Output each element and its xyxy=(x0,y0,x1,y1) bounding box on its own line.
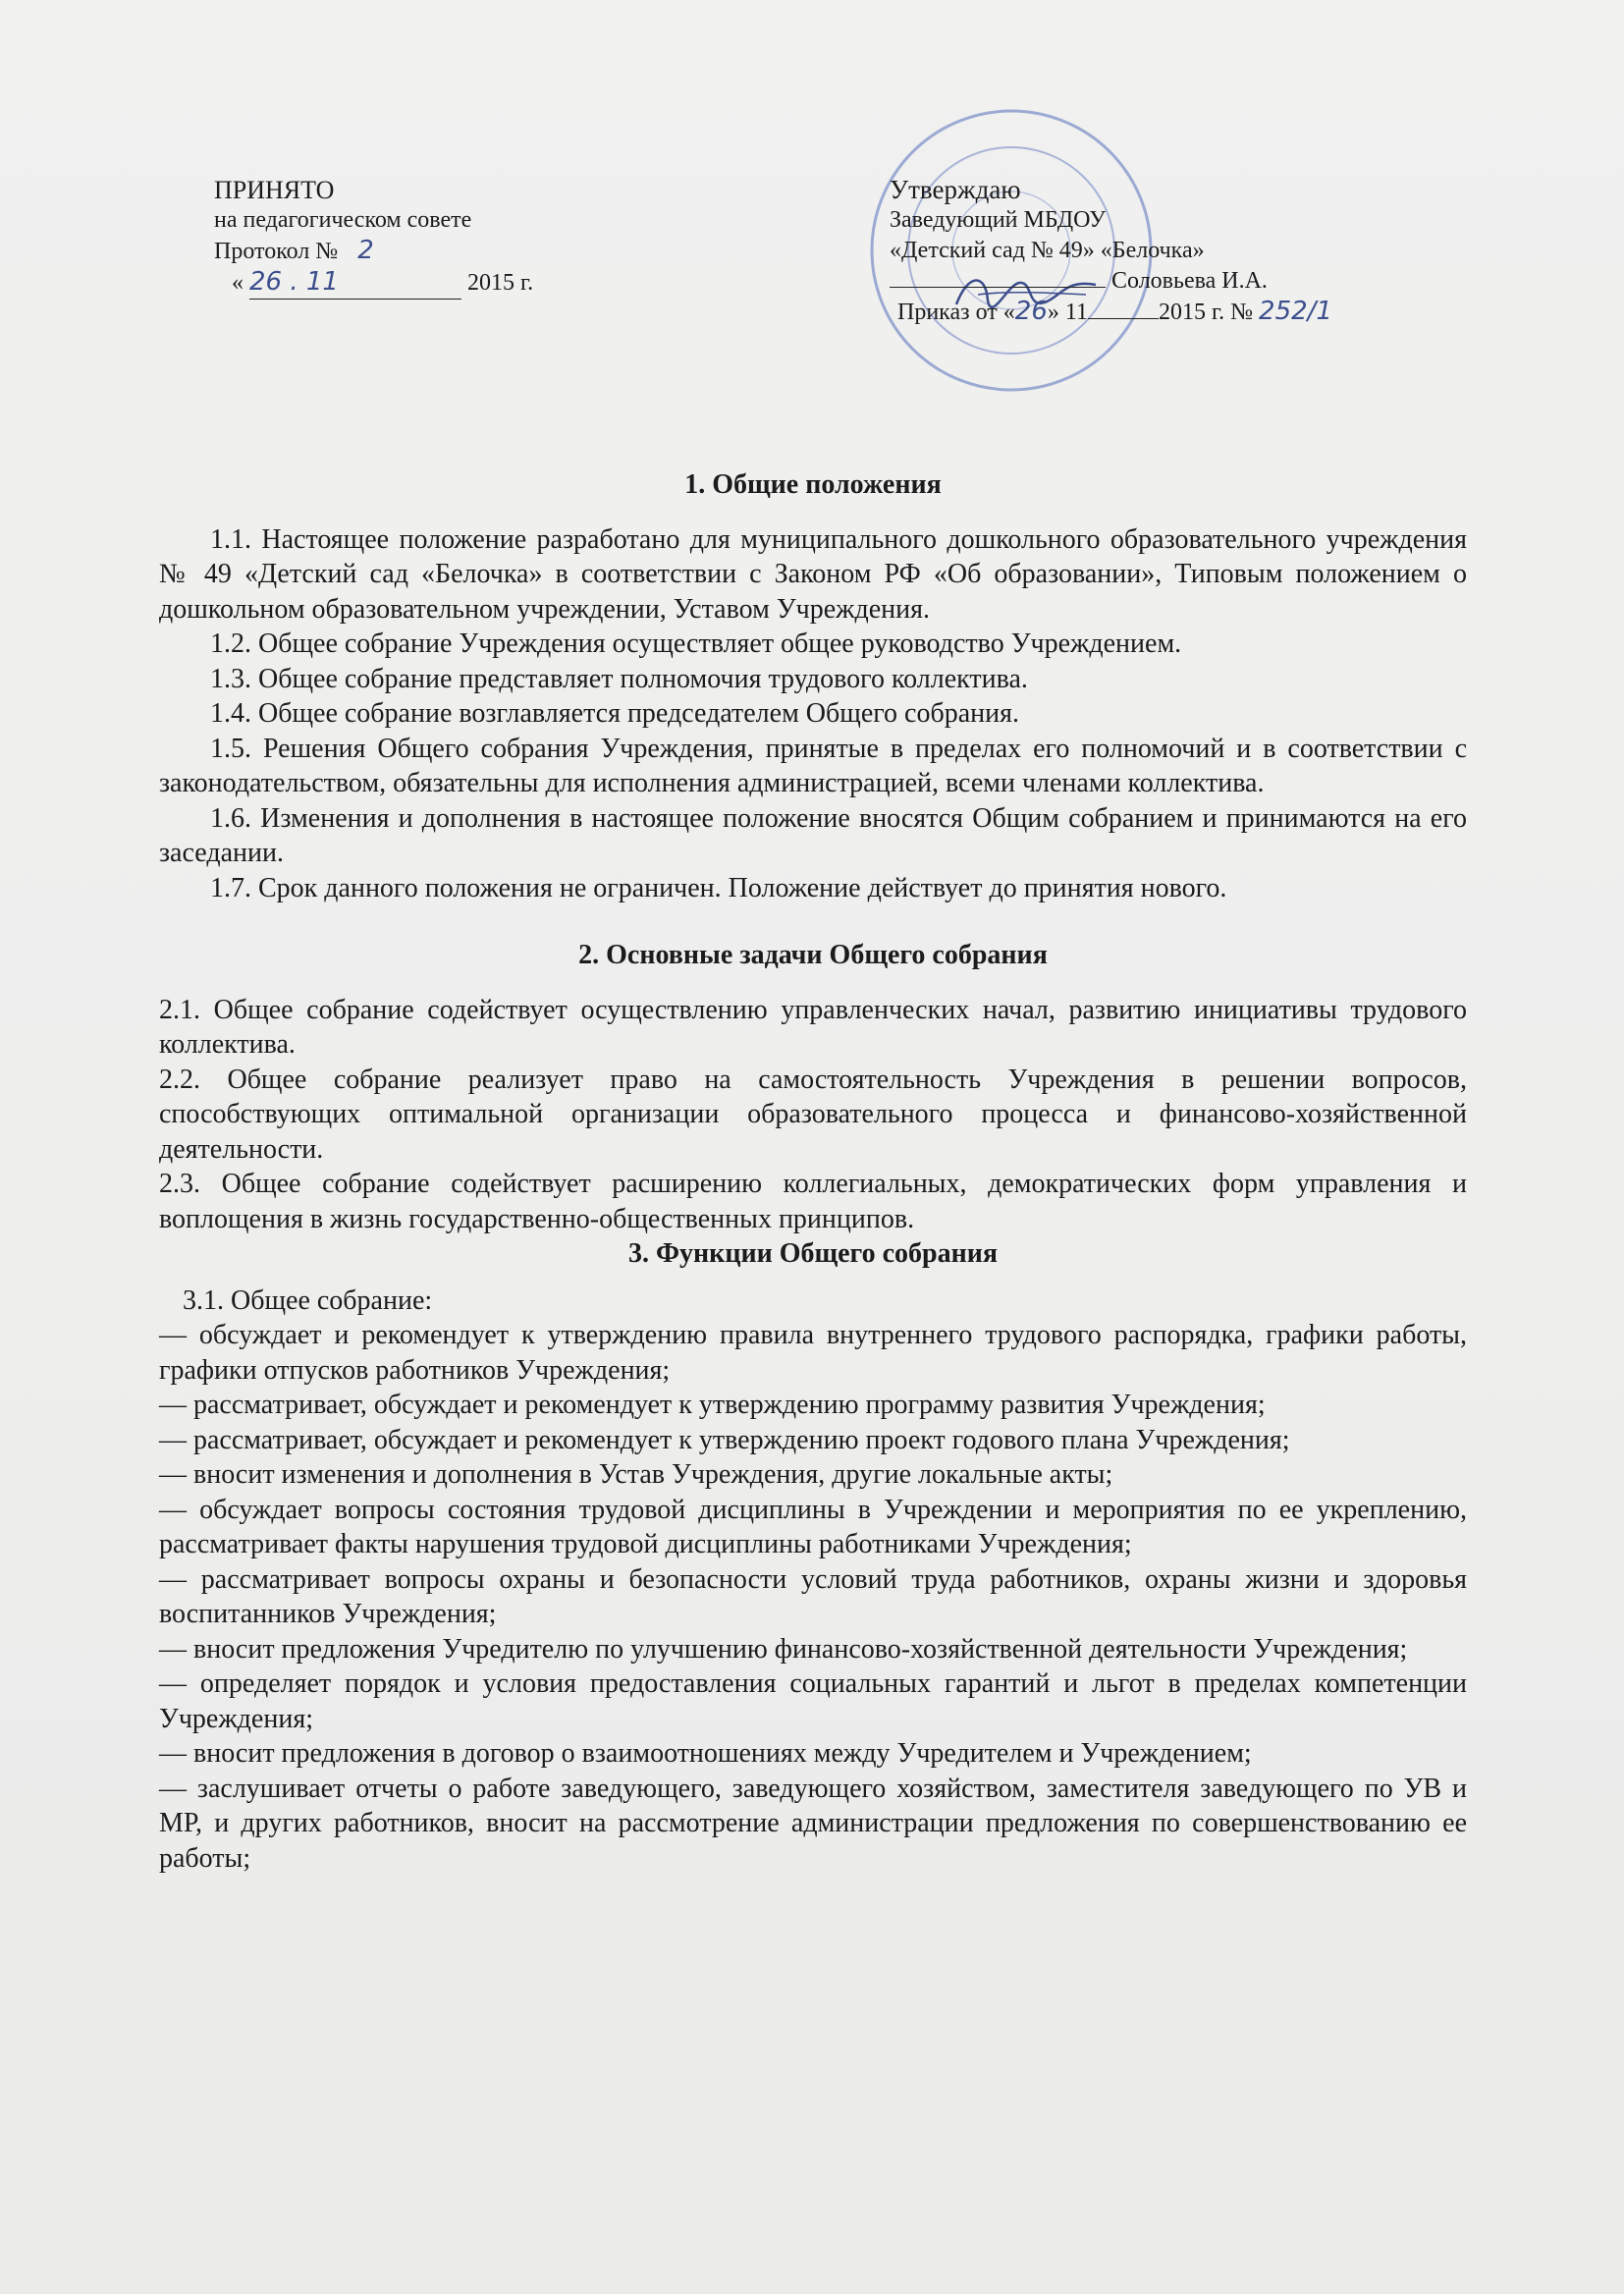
section3-item: — рассматривает, обсуждает и рекомендует к утверждению проект годового плана Учреждения; xyxy=(159,1424,1290,1455)
signer-line xyxy=(890,266,1341,297)
section3-intro: 3.1. Общее собрание: xyxy=(183,1284,433,1316)
signer-name: Соловьева И.А. xyxy=(1111,268,1268,294)
section3-item: — заслушивает отчеты о работе заведующего, заведующего хозяйством, заместителя заведующего по УВ и МР, и других работников, вносит на рассмотрение администрации предложения по совершенствованию ее работы; xyxy=(159,1773,1467,1874)
date-open-quote: « xyxy=(232,270,244,296)
order-month: » 11 xyxy=(1047,300,1088,325)
institution-name-line: «Детский сад № 49» «Белочка» xyxy=(890,238,1205,263)
approval-block-right xyxy=(890,175,1341,328)
protocol-line xyxy=(214,236,626,267)
section3-item: — определяет порядок и условия предоставления социальных гарантий и льгот в пределах компетенции Учреждения; xyxy=(159,1668,1467,1734)
section1-item: 1.2. Общее собрание Учреждения осуществляет общее руководство Учреждением. xyxy=(210,628,1182,659)
pedagogical-council-line: на педагогическом совете xyxy=(214,207,472,233)
section2-item: 2.2. Общее собрание реализует право на самостоятельность Учреждения в решении вопросов, способствующих оптимальной организации образовательного процесса и финансово-хозяйственной деятельности. xyxy=(159,1064,1467,1165)
section1-item: 1.6. Изменения и дополнения в настоящее положение вносятся Общим собранием и принимаются на его заседании. xyxy=(159,802,1467,868)
protocol-year: 2015 г. xyxy=(467,270,534,296)
head-position-line: Заведующий МБДОУ xyxy=(890,207,1107,233)
order-line xyxy=(890,297,1341,328)
protocol-date-handwritten: 26 . 11 xyxy=(249,267,339,297)
section1-item: 1.3. Общее собрание представляет полномочия трудового коллектива. xyxy=(210,663,1028,694)
section1-item: 1.1. Настоящее положение разработано для муниципального дошкольного образовательного учреждения № 49 «Детский сад «Белочка» в соответствии с Законом РФ «Об образовании», Типовым положением о дошкольном образовательном учреждении, Уставом Учреждения. xyxy=(159,523,1467,625)
section3-item: — вносит предложения Учредителю по улучшению финансово-хозяйственной деятельности Учреждения; xyxy=(159,1633,1408,1665)
accepted-title: ПРИНЯТО xyxy=(214,176,335,204)
section1-item: 1.7. Срок данного положения не ограничен. Положение действует до принятия нового. xyxy=(210,872,1227,903)
section3-item: — обсуждает вопросы состояния трудовой дисциплины в Учреждении и мероприятия по ее укреплению, рассматривает факты нарушения трудовой дисциплины работниками Учреждения; xyxy=(159,1494,1467,1559)
approve-title: Утверждаю xyxy=(890,175,1021,204)
section2-heading: 2. Основные задачи Общего собрания xyxy=(578,940,1048,970)
section2-item: 2.3. Общее собрание содействует расширению коллегиальных, демократических форм управления и воплощения в жизнь государственно-общественных принципов. xyxy=(159,1169,1467,1234)
section2-item: 2.1. Общее собрание содействует осуществлению управленческих начал, развитию инициативы трудового коллектива. xyxy=(159,994,1467,1060)
order-year: 2015 г. № xyxy=(1158,300,1254,325)
section3-item: — рассматривает вопросы охраны и безопасности условий труда работников, охраны жизни и здоровья воспитанников Учреждения; xyxy=(159,1563,1467,1629)
section3-item: — вносит изменения и дополнения в Устав Учреждения, другие локальные акты; xyxy=(159,1459,1113,1490)
protocol-number: 2 xyxy=(357,236,374,265)
section3-heading: 3. Функции Общего собрания xyxy=(628,1238,998,1269)
approval-block-left xyxy=(214,175,626,300)
section3-item: — обсуждает и рекомендует к утверждению правила внутреннего трудового распорядка, графики работы, графики отпусков работников Учреждения; xyxy=(159,1320,1467,1386)
document-body xyxy=(159,467,1467,1876)
order-number-handwritten: 252/1 xyxy=(1259,297,1332,326)
order-label: Приказ от « xyxy=(897,300,1015,325)
protocol-date-line xyxy=(214,267,626,300)
section3-item: — рассматривает, обсуждает и рекомендует к утверждению программу развития Учреждения; xyxy=(159,1390,1266,1420)
section3-item: — вносит предложения в договор о взаимоотношениях между Учредителем и Учреждением; xyxy=(159,1738,1252,1769)
section1-item: 1.4. Общее собрание возглавляется председателем Общего собрания. xyxy=(210,698,1019,729)
order-day-handwritten: 26 xyxy=(1014,297,1048,326)
protocol-label: Протокол № xyxy=(214,239,339,264)
section1-item: 1.5. Решения Общего собрания Учреждения, принятые в пределах его полномочий и в соответствии с законодательством, обязательны для исполнения администрацией, всеми членами коллектива. xyxy=(159,733,1467,798)
section1-heading: 1. Общие положения xyxy=(684,469,942,500)
